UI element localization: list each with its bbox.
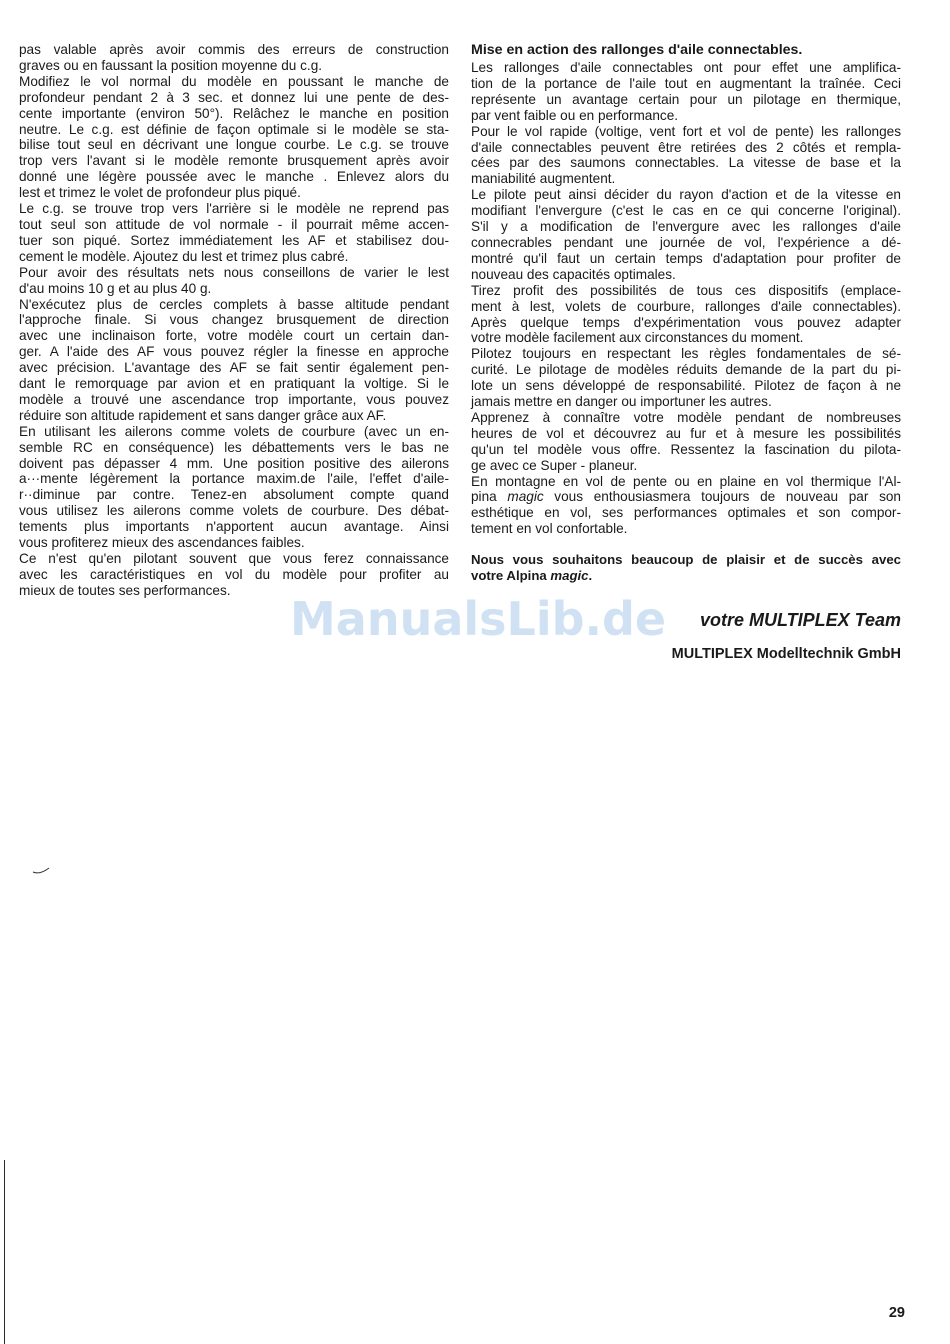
right-text-line: modifiant l'envergure (c'est le cas en ce qui concerne l'original). bbox=[471, 203, 901, 219]
right-text-line: connecrables pendant une journée de vol, l'expérience a dé- bbox=[471, 234, 901, 250]
right-text-line: représente un avantage certain pour un pilotage en thermique, bbox=[471, 91, 901, 107]
left-text-line: cement le modèle. Ajoutez du lest et trimez plus cabré. bbox=[19, 248, 349, 264]
right-text-line: par vent faible ou en performance. bbox=[471, 107, 679, 123]
section-heading: Mise en action des rallonges d'aile connectables. bbox=[471, 42, 803, 58]
left-text-line: ger. A l'aide des AF vous pouvez régler la finesse en approche bbox=[19, 344, 449, 360]
right-text-line: Pilotez toujours en respectant les règles fondamentales de sé- bbox=[471, 346, 901, 362]
closing-wish-line-1: Nous vous souhaitons beaucoup de plaisir et de succès avec bbox=[471, 552, 901, 568]
left-text-line: trop vers l'avant si le modèle remonte brusquement après avoir bbox=[19, 153, 449, 169]
left-text-line: avec les caractéristiques en vol du modèle pour profiter au bbox=[19, 566, 449, 582]
left-text-line: avec précision. L'avantage des AF se fait sentir également pen- bbox=[19, 360, 449, 376]
left-text-line: d'au moins 10 g et au plus 40 g. bbox=[19, 280, 212, 296]
right-text-line: Les rallonges d'aile connectables ont pour effet une amplifica- bbox=[471, 60, 901, 75]
left-text-line: l'approche finale. Si vous changez brusquement de direction bbox=[19, 312, 449, 328]
left-text-line: graves ou en faussant la position moyenne du c.g. bbox=[19, 57, 323, 73]
left-text-line: En utilisant les ailerons comme volets de courbure (avec un en- bbox=[19, 423, 449, 439]
closing-wish-prefix: votre Alpina bbox=[471, 568, 551, 584]
signature-company: MULTIPLEX Modelltechnik GmbH bbox=[671, 646, 901, 662]
left-text-line: lest et trimez le volet de profondeur plus piqué. bbox=[19, 185, 301, 201]
right-text-line: esthétique en vol, ses performances optimales et son compor- bbox=[471, 505, 901, 521]
left-text-line: tuer son piqué. Sortez immédiatement les AF et stabilisez dou- bbox=[19, 232, 449, 248]
scan-margin-line bbox=[4, 1160, 5, 1344]
right-text-line: jamais mettre en danger ou importuner les autres. bbox=[471, 394, 772, 410]
left-text-line: tements plus importants n'apportent aucun avantage. Ainsi bbox=[19, 519, 449, 535]
right-text-line: maniabilité augmentent. bbox=[471, 171, 616, 187]
right-text-line: tement en vol confortable. bbox=[471, 521, 628, 537]
left-text-line: r··diminue par contre. Tenez-en absolument compte quand bbox=[19, 487, 449, 503]
signature-team: votre MULTIPLEX Team bbox=[699, 610, 901, 630]
closing-wish-line-2 bbox=[471, 568, 901, 584]
right-text-line: Le pilote peut ainsi décider du rayon d'action et de la vitesse en bbox=[471, 187, 901, 203]
left-text-line: Ce n'est qu'en pilotant souvent que vous ferez connaissance bbox=[19, 551, 449, 566]
left-text-line: tout seul son attitude de vol normale - il pourrait même accen- bbox=[19, 216, 449, 232]
right-text-line: qu'un tel modèle vous offre. Ressentez la fascination du pilota- bbox=[471, 441, 901, 457]
model-name: magic bbox=[550, 568, 589, 584]
right-text-line: Après quelque temps d'expérimentation vous pouvez adapter bbox=[471, 314, 901, 330]
left-text-line: mieux de toutes ses performances. bbox=[19, 582, 231, 598]
left-column bbox=[19, 42, 449, 599]
left-text-line: neutre. Le c.g. est définie de façon optimale si le modèle se sta- bbox=[19, 121, 449, 137]
right-text-line: cées par des saumons connectables. La vitesse de base et la bbox=[471, 155, 901, 171]
left-text-line: cente importante (environ 50°). Relâchez le manche en position bbox=[19, 105, 449, 121]
left-text-line: semble RC en conséquence) les débattements vers le bas ne bbox=[19, 439, 449, 455]
left-text-line: donné une légère poussée avec le manche . Enlevez alors du bbox=[19, 169, 449, 185]
watermark-text: ManualsLib.de bbox=[290, 592, 667, 646]
right-text-line: ge avec ce Super - planeur. bbox=[471, 457, 638, 473]
right-text-line: Apprenez à connaître votre modèle pendant de nombreuses bbox=[471, 409, 901, 425]
left-text-line: a···mente légèrement la portance maxim.de l'aile, l'effet d'aile- bbox=[19, 471, 449, 487]
left-text-line: Le c.g. se trouve trop vers l'arrière si le modèle ne reprend pas bbox=[19, 201, 449, 217]
right-text-line: pina magic vous enthousiasmera toujours de nouveau par son bbox=[471, 489, 901, 505]
scan-artifact-mark bbox=[32, 866, 52, 876]
left-text-line: modèle a trouvé une ascendance trop importante, vous pouvez bbox=[19, 391, 449, 407]
left-text-line: vous utilisez les ailerons comme volets de courbure. Des débat- bbox=[19, 503, 449, 519]
right-text-line: votre modèle facilement aux circonstances du moment. bbox=[471, 330, 804, 346]
right-text-line: S'il y a modification de l'envergure avec les rallonges d'aile bbox=[471, 219, 901, 235]
left-text-line: Pour avoir des résultats nets nous conseillons de varier le lest bbox=[19, 264, 449, 280]
left-text-line: Modifiez le vol normal du modèle en poussant le manche de bbox=[19, 73, 449, 89]
left-text-line: pas valable après avoir commis des erreurs de construction bbox=[19, 42, 449, 57]
left-text-line: bilise tout seul en décrivant une longue courbe. Le c.g. se trouve bbox=[19, 137, 449, 153]
right-text-line: curité. Le pilotage de modèles réduits demande de la part du pi- bbox=[471, 362, 901, 378]
right-text-line: d'aile connectables peuvent être retirées des 2 côtés et rempla- bbox=[471, 139, 901, 155]
left-text-line: réduire son altitude rapidement et sans danger grâce aux AF. bbox=[19, 407, 387, 423]
right-text-line: ment à lest, volets de courbure, rallonges d'aile connectables). bbox=[471, 298, 901, 314]
right-text-line: heures de vol et découvrez au fur et à mesure les possibilités bbox=[471, 425, 901, 441]
closing-wish-suffix: . bbox=[588, 568, 593, 584]
left-text-line: N'exécutez plus de cercles complets à basse altitude pendant bbox=[19, 296, 449, 312]
right-text-line: Pour le vol rapide (voltige, vent fort et vol de pente) les rallonges bbox=[471, 123, 901, 139]
right-text-line: tion de la portance de l'aile tout en augmentant la traînée. Ceci bbox=[471, 75, 901, 91]
left-text-line: dant le remorquage par avion et en pratiquant la voltige. Si le bbox=[19, 376, 449, 392]
right-text-line: montré qu'il faut un certain temps d'adaptation pour profiter de bbox=[471, 250, 901, 266]
right-column-body bbox=[471, 60, 901, 537]
right-text-line: lote un sens développé de responsabilité. Pilotez de façon à ne bbox=[471, 378, 901, 394]
right-column bbox=[471, 42, 901, 584]
left-text-line: doivent pas dépasser 4 mm. Une position positive des ailerons bbox=[19, 455, 449, 471]
left-text-line: avec une inclinaison forte, votre modèle court un certain dan- bbox=[19, 328, 449, 344]
left-text-line: vous profiterez mieux des ascendances faibles. bbox=[19, 535, 305, 551]
page-number: 29 bbox=[888, 1305, 905, 1321]
right-text-line: Tirez profit des possibilités de tous ces dispositifs (emplace- bbox=[471, 282, 901, 298]
model-name-inline: magic bbox=[507, 489, 544, 505]
right-text-line: nouveau des capacités optimales. bbox=[471, 266, 676, 282]
right-text-line: En montagne en vol de pente ou en plaine en vol thermique l'Al- bbox=[471, 473, 901, 489]
left-text-line: profondeur pendant 2 à 3 sec. et donnez lui une pente de des- bbox=[19, 89, 449, 105]
